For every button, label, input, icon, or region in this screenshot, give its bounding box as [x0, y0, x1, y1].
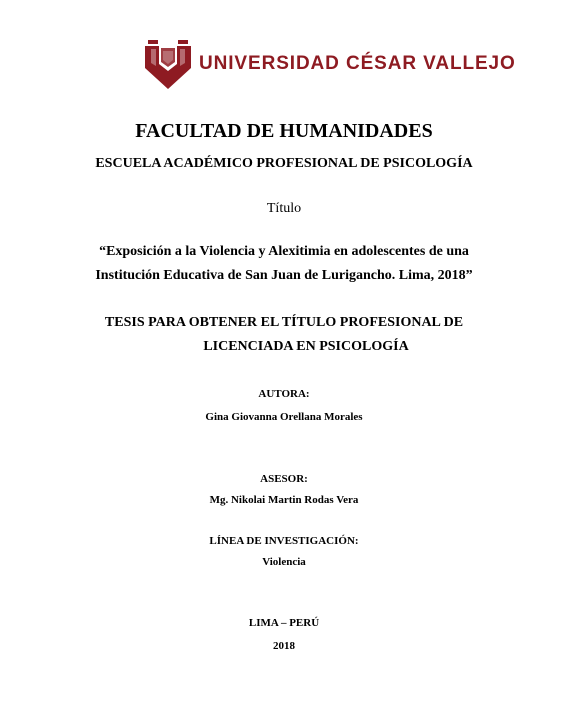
year: 2018 [273, 640, 295, 652]
university-emblem-icon [145, 40, 191, 90]
degree-line-2: LICENCIADA EN PSICOLOGÍA [203, 339, 409, 354]
title-label: Título [266, 201, 302, 216]
thesis-title-line-1: “Exposición a la Violencia y Alexitimia en adolescentes de una [99, 244, 469, 259]
degree-line-1: TESIS PARA OBTENER EL TÍTULO PROFESIONAL DE [104, 315, 464, 330]
author-label: AUTORA: [258, 388, 310, 400]
thesis-title-line-2: Institución Educativa de San Juan de Lurigancho. Lima, 2018” [95, 268, 473, 283]
place: LIMA – PERÚ [248, 617, 320, 629]
author-name: Gina Giovanna Orellana Morales [205, 411, 363, 423]
advisor-name: Mg. Nikolai Martin Rodas Vera [209, 494, 359, 506]
school-heading: ESCUELA ACADÉMICO PROFESIONAL DE PSICOLOGÍA [95, 156, 473, 171]
faculty-heading: FACULTAD DE HUMANIDADES [135, 120, 433, 142]
research-line-value: Violencia [262, 556, 306, 568]
research-line-label: LÍNEA DE INVESTIGACIÓN: [209, 535, 359, 547]
university-name: UNIVERSIDAD CÉSAR VALLEJO [199, 53, 516, 74]
advisor-label: ASESOR: [260, 473, 308, 485]
university-logo [145, 40, 516, 90]
